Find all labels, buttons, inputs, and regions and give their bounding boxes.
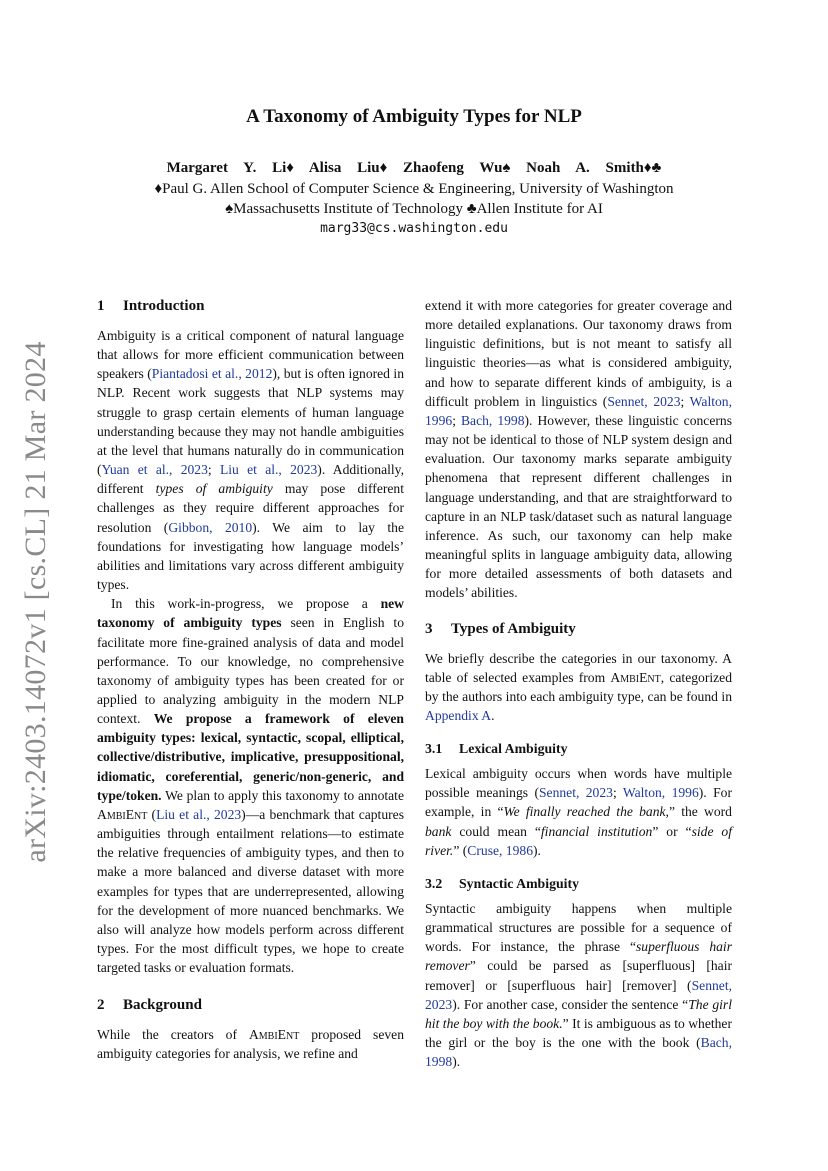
section-heading-types-of-ambiguity: 3 Types of Ambiguity [425,620,576,637]
types-paragraph-1: We briefly describe the categories in our taxonomy. A table of selected examples from AmbiEnt, categorized by the authors into each ambiguity type, can be found in Appendix A. [425,650,732,723]
citation-cruse-1986[interactable]: Cruse, 1986 [467,842,533,858]
citation-gibbon-2010[interactable]: Gibbon, 2010 [168,519,253,535]
citation-walton-1996[interactable]: Walton, 1996 [425,393,732,428]
syntactic-paragraph-1: Syntactic ambiguity happens when multiple grammatical structures are possible for a sequence of words. For instance, the phrase “superfluous hair remover” could be parsed as [superfluous] [hair remover] or [superfluous hair] [remover] (Sennet, 2023). For another case, consider the sentence “The girl hit the boy with the book.” It is ambiguous as to whether the girl or the boy is the one with the book (Bach, 1998). [425,900,732,1070]
citation-bach-1998[interactable]: Bach, 1998 [460,412,525,428]
intro-paragraph-2: In this work-in-progress, we propose a new taxonomy of ambiguity types seen in English to facilitate more fine-grained analysis of data and model performance. To our knowledge, no comprehensive taxonomy of ambiguity types has been created for or applied to analyzing ambiguity in the modern NLP context. We propose a framework of eleven ambiguity types: lexical, syntactic, scopal, elliptical, collective/distributive, implicative, presuppositional, idiomatic, coreferential, generic/non-generic, and type/token. We plan to apply this taxonomy to annotate AmbiEnt (Liu et al., 2023)—a benchmark that captures ambiguities through entailment relations—to estimate the relative frequencies of ambiguity types, and then to make a more balanced and diverse dataset with more examples for types that are underrepresented, allowing for the development of more nuanced benchmarks. We also will analyze how models perform across different types. For the most difficult types, we hope to create targeted tasks or evaluation formats. [97,596,404,976]
citation-piantadosi-2012[interactable]: Piantadosi et al., 2012 [151,366,273,382]
citation-yuan-2023[interactable]: Yuan et al., 2023 [101,462,208,478]
background-paragraph-1: While the creators of AmbiEnt proposed seven ambiguity categories for analysis, we refine and [97,1027,404,1062]
paper-title: A Taxonomy of Ambiguity Types for NLP [246,106,582,127]
citation-sennet-2023[interactable]: Sennet, 2023 [538,785,613,801]
appendix-a-link[interactable]: Appendix A [425,707,492,723]
section-heading-introduction: 1 Introduction [97,298,205,314]
citation-bach-1998[interactable]: Bach, 1998 [425,1035,732,1070]
arxiv-side-label: arXiv:2403.14072v1 [cs.CL] 21 Mar 2024 [19,341,52,863]
background-paragraph-continued: extend it with more categories for greater coverage and more detailed explanations. Our taxonomy draws from linguistic definitions, but is not meant to satisfy all linguistic theories—as what is considered ambiguity, and how to separate different kinds of ambiguity, is a difficult problem in linguistics (Sennet, 2023; Walton, 1996; Bach, 1998). However, these linguistic concerns may not be identical to those of NLP system design and evaluation. Our taxonomy marks separate ambiguity phenomena that represent different challenges in language understanding, and that are straightforward to capture in an NLP task/dataset such as natural language inference. As such, our taxonomy can help make meaningful splits in language ambiguity data, allowing for more detailed assessments of both datasets and models’ abilities. [425,298,732,601]
subsection-heading-lexical: 3.1 Lexical Ambiguity [425,741,568,757]
intro-paragraph-1: Ambiguity is a critical component of natural language that allows for more efficient communication between speakers (Piantadosi et al., 2012), but is often ignored in NLP. Recent work suggests that NLP systems may struggle to grasp certain elements of human language understanding because they may not handle ambiguities at the level that humans naturally do in communication (Yuan et al., 2023; Liu et al., 2023). Additionally, different types of ambiguity may pose different challenges as they require different approaches for resolution (Gibbon, 2010). We aim to lay the foundations for investigating how language models’ abilities and limitations vary across different ambiguity types. [97,328,404,593]
citation-liu-2023[interactable]: Liu et al., 2023 [219,462,318,478]
subsection-heading-syntactic: 3.2 Syntactic Ambiguity [425,875,579,891]
author-list: Margaret Y. Li♦ Alisa Liu♦ Zhaofeng Wu♠ Noah A. Smith♦♣ [166,160,662,176]
citation-walton-1996[interactable]: Walton, 1996 [622,785,699,801]
citation-sennet-2023[interactable]: Sennet, 2023 [607,393,681,409]
citation-liu-2023[interactable]: Liu et al., 2023 [156,806,242,822]
right-column [425,296,732,1071]
section-heading-background: 2 Background [97,997,202,1014]
citation-sennet-2023[interactable]: Sennet, 2023 [425,977,732,1012]
affiliation-mit-ai2: ♠Massachusetts Institute of Technology ♣Allen Institute for AI [225,201,603,217]
lexical-paragraph-1: Lexical ambiguity occurs when words have multiple possible meanings (Sennet, 2023; Walton, 1996). For example, in “We finally reached the bank,” the word bank could mean “financial institution” or “side of river.” (Cruse, 1986). [425,766,732,858]
left-column [97,296,404,1064]
contact-email[interactable]: marg33@cs.washington.edu [320,221,508,236]
affiliation-uw: ♦Paul G. Allen School of Computer Science & Engineering, University of Washington [154,181,674,197]
